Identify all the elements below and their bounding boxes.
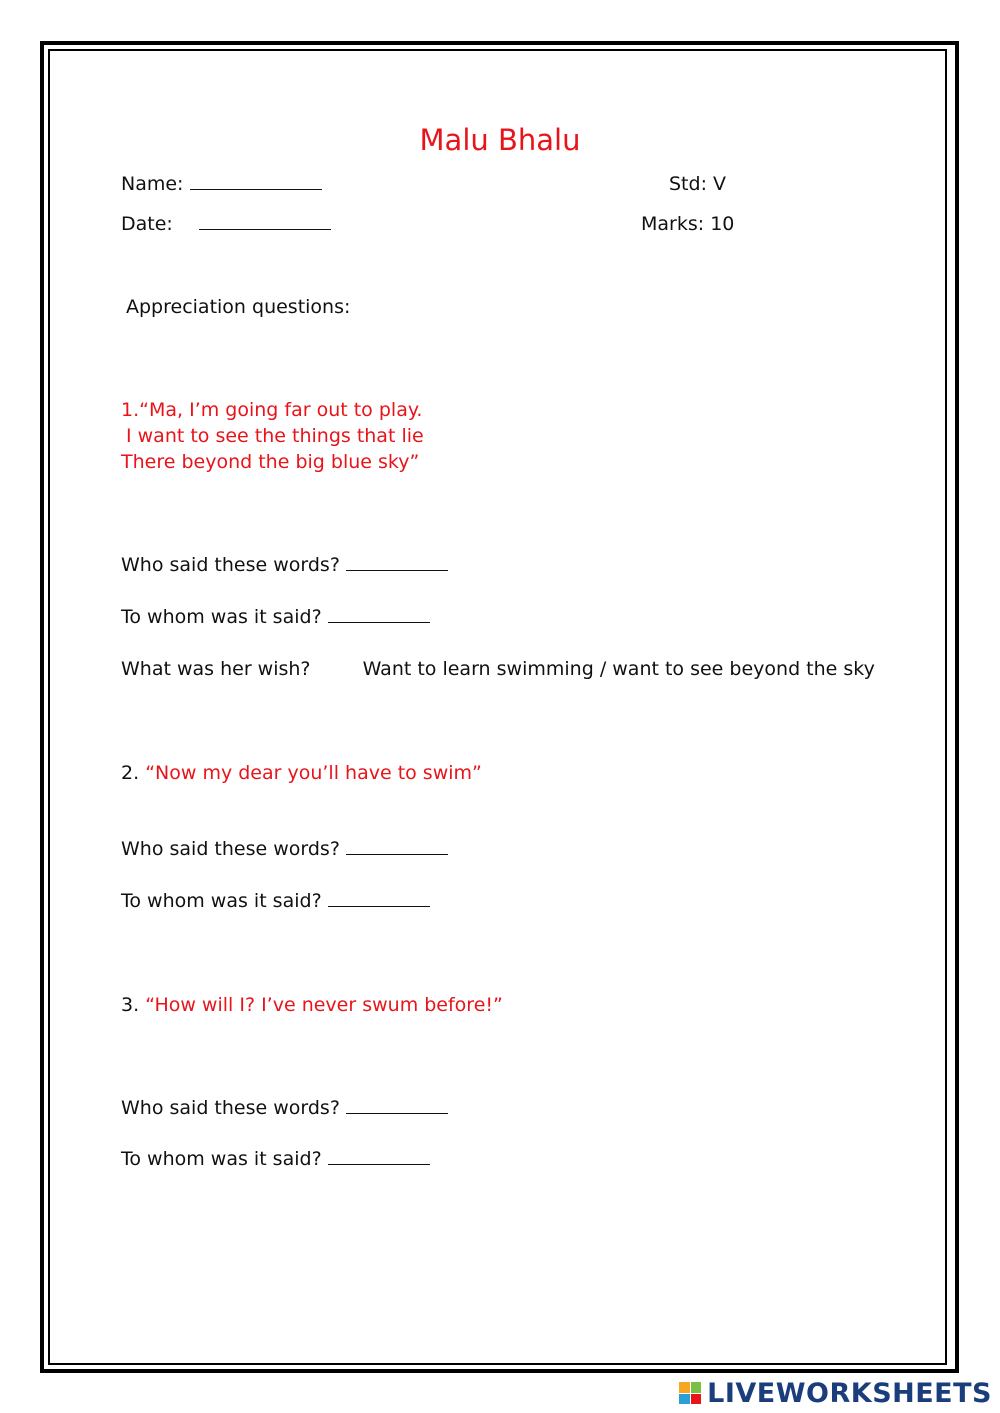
q2-who-row [121, 836, 448, 862]
worksheet-title: Malu Bhalu [419, 123, 581, 157]
q2-number: 2. [121, 762, 140, 784]
q1-wish-option-swimming[interactable]: Want to learn swimming [362, 658, 594, 680]
logo-square-2 [691, 1382, 702, 1393]
date-label: Date: [121, 213, 173, 235]
q1-wish-option-sky[interactable]: want to see beyond the sky [612, 658, 875, 680]
date-row [121, 211, 331, 237]
q1-who-blank[interactable] [346, 552, 448, 571]
q2-to-whom-row [121, 888, 430, 914]
q1-wish-label: What was her wish? [121, 658, 311, 680]
q3-to-whom-row [121, 1146, 430, 1172]
logo-square-4 [691, 1394, 702, 1405]
logo-square-1 [679, 1382, 690, 1393]
q3-who-row [121, 1095, 448, 1121]
q2-quote-text: “Now my dear you’ll have to swim” [145, 762, 482, 784]
liveworksheets-logo-icon [679, 1382, 701, 1404]
q1-to-whom-row [121, 604, 430, 630]
liveworksheets-logo-text: LIVEWORKSHEETS [707, 1377, 992, 1409]
q1-wish-row [121, 656, 875, 682]
q1-who-row [121, 552, 448, 578]
name-blank[interactable] [190, 171, 322, 190]
q3-to-whom-label: To whom was it said? [121, 1148, 322, 1170]
q3-number: 3. [121, 994, 140, 1016]
date-blank[interactable] [199, 211, 331, 230]
liveworksheets-logo [679, 1376, 992, 1410]
q1-quote-line-2: I want to see the things that lie [126, 425, 424, 447]
q2-who-blank[interactable] [346, 836, 448, 855]
q1-who-label: Who said these words? [121, 554, 340, 576]
q1-quote-text-1: “Ma, I’m going far out to play. [139, 399, 423, 421]
q3-who-label: Who said these words? [121, 1097, 340, 1119]
q2-quote-row [121, 760, 482, 786]
q1-wish-separator: / [599, 658, 607, 680]
name-label: Name: [121, 173, 184, 195]
q1-quote-line-3: There beyond the big blue sky” [121, 451, 420, 473]
q3-to-whom-blank[interactable] [328, 1146, 430, 1165]
name-row [121, 171, 322, 197]
q1-to-whom-blank[interactable] [328, 604, 430, 623]
std-label: Std: V [669, 173, 727, 195]
q1-number: 1. [121, 399, 140, 421]
q2-who-label: Who said these words? [121, 838, 340, 860]
q2-to-whom-label: To whom was it said? [121, 890, 322, 912]
q3-quote-text: “How will I? I’ve never swum before!” [145, 994, 503, 1016]
q3-who-blank[interactable] [346, 1095, 448, 1114]
q1-to-whom-label: To whom was it said? [121, 606, 322, 628]
q3-quote-row [121, 992, 503, 1018]
q2-to-whom-blank[interactable] [328, 888, 430, 907]
logo-square-3 [679, 1394, 690, 1405]
marks-label: Marks: 10 [641, 213, 735, 235]
q1-quote-line-1 [121, 397, 422, 423]
section-heading: Appreciation questions: [126, 296, 351, 318]
